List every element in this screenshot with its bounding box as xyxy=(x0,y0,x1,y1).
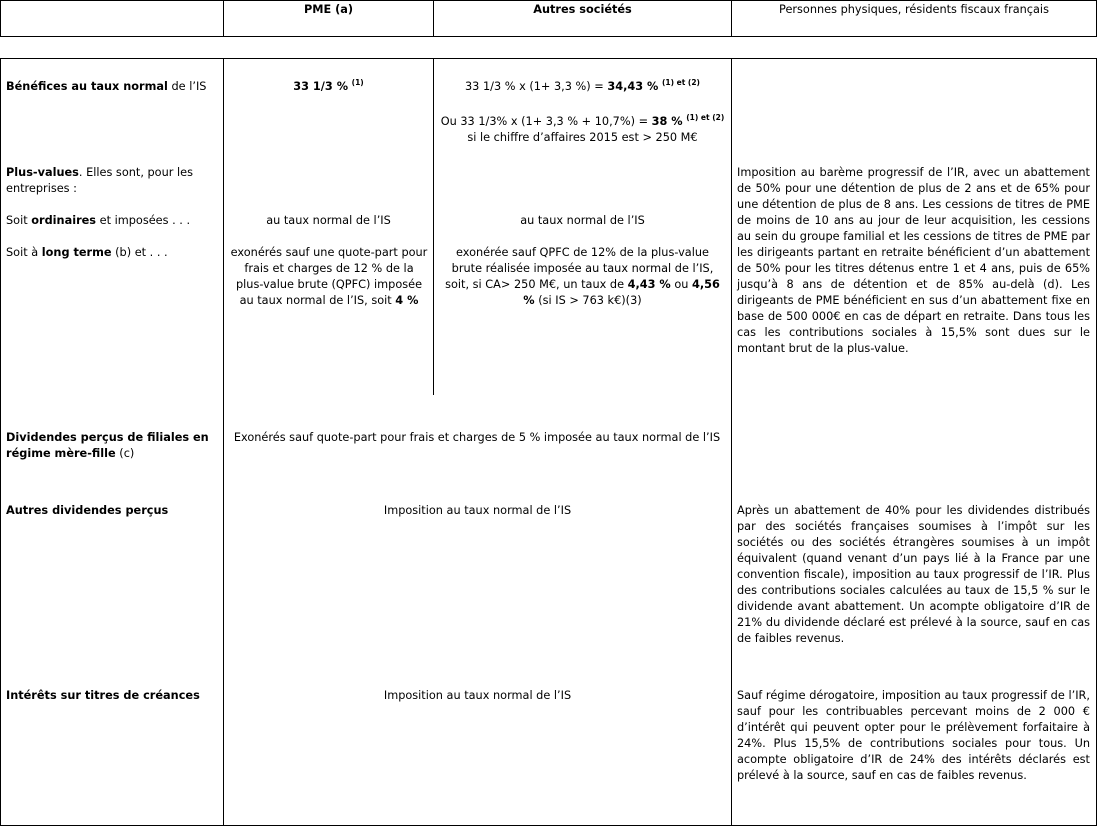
body-top-border xyxy=(0,58,1097,59)
autres-dividendes-societes: Imposition au taux normal de l’IS xyxy=(383,504,572,517)
benefices-autres-rate-large: Ou 33 1/3% x (1+ 3,3 % + 10,7%) = 38 % $^{(1) et (2)}$ si le chiffre d’affaires 2015 est > 250 M€ xyxy=(440,113,725,144)
row-label-ordinaires: Soit ordinaires et imposées . . . xyxy=(6,214,191,227)
plus-values-autres-ordinaires: au taux normal de l’IS xyxy=(520,214,645,227)
plus-values-pme-ordinaires: au taux normal de l’IS xyxy=(266,214,391,227)
row-label-interets: Intérêts sur titres de créances xyxy=(6,689,200,702)
table-top-border xyxy=(0,0,1097,1)
plus-values-autres-long-terme: exonérée sauf QPFC de 12% de la plus-value brute réalisée imposée au taux normal de l’IS, soit, si CA> 250 M€, un taux de 4,43 % ou 4,56 % (si IS > 763 k€)(3) xyxy=(445,246,720,307)
row-label-dividendes-filiales: Dividendes perçus de filiales en régime mère-fille (c) xyxy=(6,431,209,460)
benefices-autres-rate: 33 1/3 % x (1+ 3,3 %) = 34,43 % $^{(1) et (2)}$ xyxy=(465,78,700,93)
row-label-plus-values: Plus-values. Elles sont, pour les entreprises : xyxy=(6,166,193,195)
header-col-personnes: Personnes physiques, résidents fiscaux français xyxy=(779,3,1049,16)
row-label-benefices: Bénéfices au taux normal de l’IS xyxy=(6,80,207,93)
interets-societes: Imposition au taux normal de l’IS xyxy=(383,689,572,702)
header-col-autres: Autres sociétés xyxy=(533,3,632,16)
dividendes-filiales-societes: Exonérés sauf quote-part pour frais et charges de 5 % imposée au taux normal de l’IS xyxy=(233,431,721,444)
row-label-long-terme: Soit à long terme (b) et . . . xyxy=(6,246,168,259)
table-left-border-body xyxy=(0,58,1,826)
plus-values-personnes: Imposition au barème progressif de l’IR, avec un abattement de 50% pour une détention de plus de 2 ans et de 65% pour une détention de plus de 8 ans. Les cessions de titres de PME de moins de 10 ans au jour de leur acquisition, les cessions au sein du groupe familial et les cessions de titres de PME par les dirigeants partant en retraite bénéficient d’un abattement de 50% pour les titres détenus entre 1 et 4 ans, puis de 65% jusqu’à 8 ans de détention et de 85% au-delà (d). Les dirigeants de PME bénéficient en sus d’un abattement fixe en base de 500 000€ en cas de départ en retraite. Dans tous les cas les contributions sociales à 15,5% sont dues sur le montant brut de la plus-value. xyxy=(737,166,1090,355)
benefices-pme-rate: 33 1/3 % $^{(1)}$ xyxy=(293,78,364,93)
row-label-autres-dividendes: Autres dividendes perçus xyxy=(6,504,169,517)
col-divider-3-body xyxy=(731,58,732,826)
plus-values-pme-long-terme: exonérés sauf une quote-part pour frais et charges de 12 % de la plus-value brute (QPFC) imposée au taux normal de l’IS, soit 4 % xyxy=(230,246,428,307)
autres-dividendes-personnes: Après un abattement de 40% pour les dividendes distribués par des sociétés françaises soumises à l’impôt sur les sociétés ou des sociétés étrangères soumises à un impôt équivalent (quand venant d’un pays lié à la France par une convention fiscale), imposition au taux progressif de l’IR. Plus des contributions sociales calculées au taux de 15,5 % sur le dividende avant abattement. Un acompte obligatoire d’IR de 21% du dividende déclaré est prélevé à la source, sauf en cas de faibles revenus. xyxy=(737,504,1090,645)
header-bottom-border xyxy=(0,36,1097,37)
interets-personnes: Sauf régime dérogatoire, imposition au taux progressif de l’IR, sauf pour les contribuables percevant moins de 2 000 € d’intérêt qui peuvent opter pour le prélèvement forfaitaire à 24%. Plus 15,5% de contributions sociales pour tous. Un acompte obligatoire d’IR de 24% des intérêts déclarés est prélevé à la source, sauf en cas de faibles revenus. xyxy=(737,689,1090,782)
header-col-pme: PME (a) xyxy=(303,3,354,16)
col-divider-1-body xyxy=(223,58,224,826)
table-left-border xyxy=(0,0,1,37)
